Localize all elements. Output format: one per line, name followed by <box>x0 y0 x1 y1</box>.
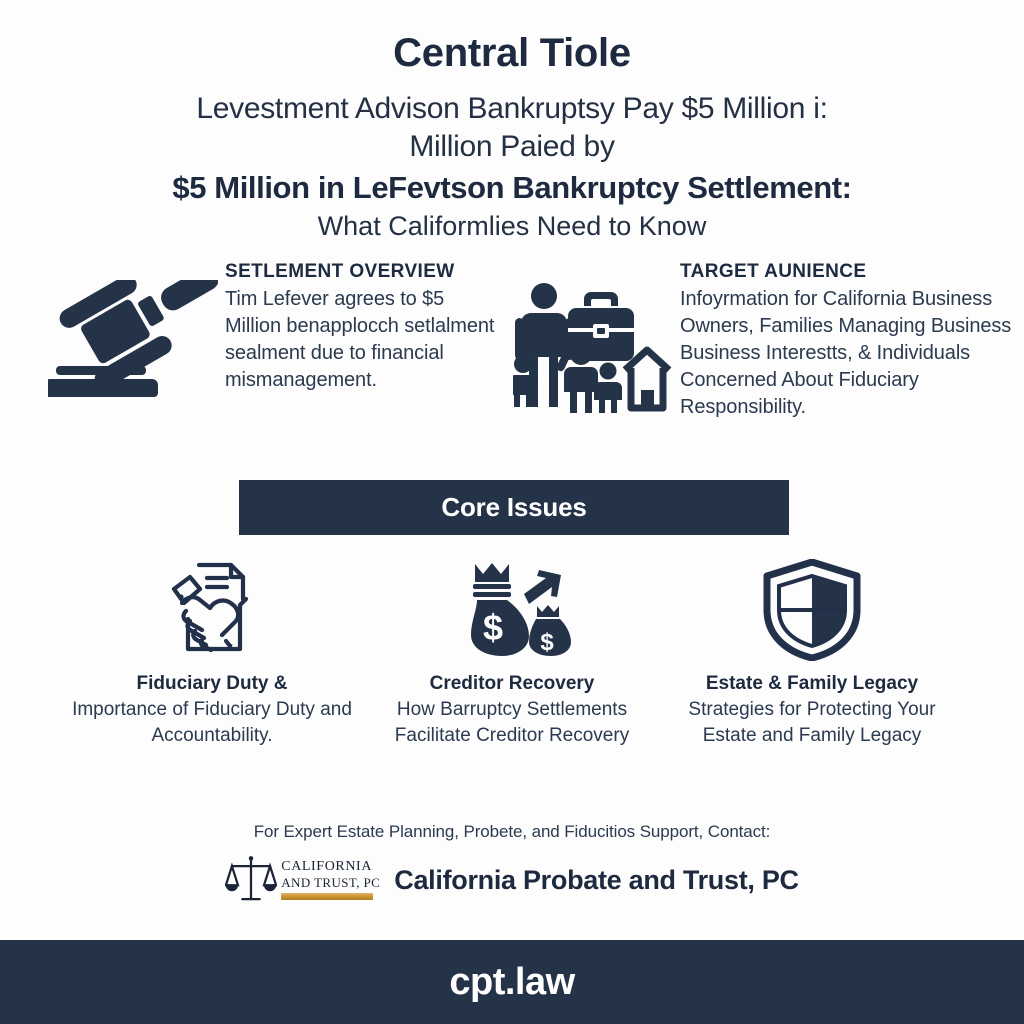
footer-bar <box>0 940 1024 1024</box>
firm-logo-line2: AND TRUST, PC <box>281 875 381 890</box>
issue-estate-body: Strategies for Protecting Your Estate and Family Legacy <box>688 698 936 746</box>
contact-firm-row <box>0 854 1024 906</box>
panel-target-audience <box>500 258 1024 422</box>
issue-creditor-title: Creditor Recovery <box>429 673 595 694</box>
header-subtitle-line1: Levestment Advison Bankruptsy Pay $5 Million i: <box>196 92 828 125</box>
core-issues-columns <box>0 556 1024 749</box>
contact-tagline: For Expert Estate Planning, Probete, and Fiducitios Support, Contact: <box>253 822 771 841</box>
header-block <box>0 30 1024 244</box>
handshake-document-icon <box>70 556 354 664</box>
firm-logo-gold-bar <box>281 893 373 900</box>
issue-creditor-body: How Barruptcy Settlements Facilitate Creditor Recovery <box>394 698 630 746</box>
panel-settlement-body: Tim Lefever agrees to $5 Million benapplocch setlalment sealment due to financial mismanagement. <box>225 287 495 392</box>
core-issues-label: Core Issues <box>441 492 587 522</box>
panel-audience-title: TARGET AUNIENCE <box>680 261 867 282</box>
panel-audience-body: Infoyrmation for California Business Owners, Families Managing Business Business Interestts, & Individuals Concerned About Fiduciary Responsibility. <box>680 287 1012 419</box>
header-headline: $5 Million in LeFevtson Bankruptcy Settlement: <box>172 169 852 205</box>
issue-fiduciary-title: Fiduciary Duty & <box>136 673 288 694</box>
core-issues-banner <box>239 480 789 535</box>
firm-logo <box>225 854 380 906</box>
issue-estate-title: Estate & Family Legacy <box>705 673 919 694</box>
issue-fiduciary-duty <box>62 556 362 749</box>
footer-url[interactable]: cpt.law <box>449 960 575 1003</box>
gavel-icon <box>40 258 225 400</box>
header-subtitle-line2: Million Paied by <box>409 130 615 164</box>
page-title: Central Tiole <box>393 31 631 75</box>
panel-audience-text <box>680 258 1024 422</box>
header-subhead: What Califormlies Need to Know <box>317 210 707 241</box>
firm-logo-text <box>281 860 380 900</box>
svg-text:$: $ <box>540 629 554 656</box>
shield-icon <box>670 556 954 664</box>
scales-of-justice-icon <box>225 854 277 906</box>
firm-name: California Probate and Trust, PC <box>394 864 799 895</box>
money-bag-arrows-icon <box>370 556 654 664</box>
family-business-home-icon <box>510 258 680 414</box>
contact-block <box>0 822 1024 906</box>
panel-settlement-text <box>225 258 500 394</box>
top-panels <box>0 258 1024 422</box>
firm-logo-line1: CALIFORNIA <box>281 859 373 874</box>
panel-settlement-overview <box>0 258 500 422</box>
issue-fiduciary-body: Importance of Fiduciary Duty and Accountability. <box>72 698 352 746</box>
panel-settlement-title: SETLEMENT OVERVIEW <box>225 261 455 282</box>
issue-creditor-recovery <box>362 556 662 749</box>
svg-text:$: $ <box>482 607 504 648</box>
issue-estate-family-legacy <box>662 556 962 749</box>
